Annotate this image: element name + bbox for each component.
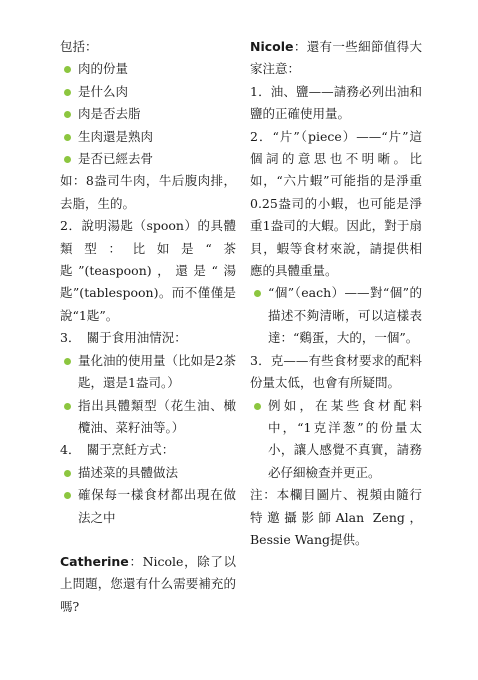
list-item: 描述菜的具體做法 <box>60 462 236 484</box>
list-item: 是否已經去骨 <box>60 148 236 170</box>
answer-text: ：還有一些細節值得大家注意： <box>250 39 422 77</box>
each-bullet: “個”（each）——對“個”的描述不夠清晰，可以這樣表達：“鷄蛋，大的，一個”。 <box>250 282 422 349</box>
piece-paragraph: 2．“片”（piece）——“片”這個詞的意思也不明晰。比如，“六片蝦”可能指的是淨重0.25盎司的小蝦，也可能是淨重1盎司的大蝦。因此，對于扇貝，蝦等食材來說，請提供相應的具體重量。 <box>250 128 422 279</box>
cooking-heading: 4． 關于烹飪方式： <box>60 442 175 458</box>
bullet-icon <box>254 290 261 297</box>
cooking-list <box>60 462 236 529</box>
question-paragraph <box>60 551 236 618</box>
spoon-paragraph: 2．說明湯匙（spoon）的具體類型：比如是“茶匙”(teaspoon)，還是“湯匙”(tablespoon)。而不僅僅是說“1匙”。 <box>60 218 236 323</box>
bullet-icon <box>64 403 71 410</box>
left-column <box>60 36 236 618</box>
example-paragraph: 如：8盎司牛肉，牛后腹肉排，去脂，生的。 <box>60 173 236 211</box>
bullet-icon <box>64 470 71 477</box>
list-item: 肉是否去脂 <box>60 103 236 125</box>
oil-heading: 3． 關于食用油情況： <box>60 330 187 346</box>
bullet-icon <box>64 156 71 163</box>
question-text: ：Nicole，除了以上問題，您還有什么需要補充的嗎? <box>60 553 236 614</box>
bullet-icon <box>254 403 261 410</box>
bullet-icon <box>64 89 71 96</box>
list-item: 量化油的使用量（比如是2茶匙，還是1盎司。） <box>60 350 236 395</box>
speaker-name: Nicole <box>250 39 294 54</box>
gram-paragraph: 3．克——有些食材要求的配料份量太低，也會有所疑問。 <box>250 352 422 391</box>
list-item: 生肉還是熟肉 <box>60 126 236 148</box>
list-item: 指出具體類型（花生油、橄欖油、菜籽油等。） <box>60 395 236 440</box>
oil-list <box>60 350 236 440</box>
bullet-icon <box>64 358 71 365</box>
bullet-icon <box>64 492 71 499</box>
bullet-icon <box>64 66 71 73</box>
answer-paragraph <box>250 36 422 81</box>
paragraph-gap <box>60 529 236 551</box>
bullet-icon <box>64 111 71 118</box>
bullet-icon <box>64 134 71 141</box>
list-item: 肉的份量 <box>60 58 236 80</box>
right-column <box>250 36 422 551</box>
meat-details-list <box>60 58 236 170</box>
list-item: 確保每一樣食材都出現在做法之中 <box>60 484 236 529</box>
photo-credit-note: 注：本欄目圖片、視頻由隨行特邀攝影師Alan Zeng，Bessie Wang提供。 <box>250 487 422 547</box>
intro-text: 包括： <box>60 39 98 54</box>
example-bullet: 例如，在某些食材配料中，“1克洋葱”的份量太小，讓人感覺不真實，請務必仔細檢查并更正。 <box>250 395 422 485</box>
list-item: 是什么肉 <box>60 81 236 103</box>
speaker-name: Catherine <box>60 553 129 569</box>
oil-salt-paragraph: 1．油、鹽——請務必列出油和鹽的正確使用量。 <box>250 83 422 122</box>
